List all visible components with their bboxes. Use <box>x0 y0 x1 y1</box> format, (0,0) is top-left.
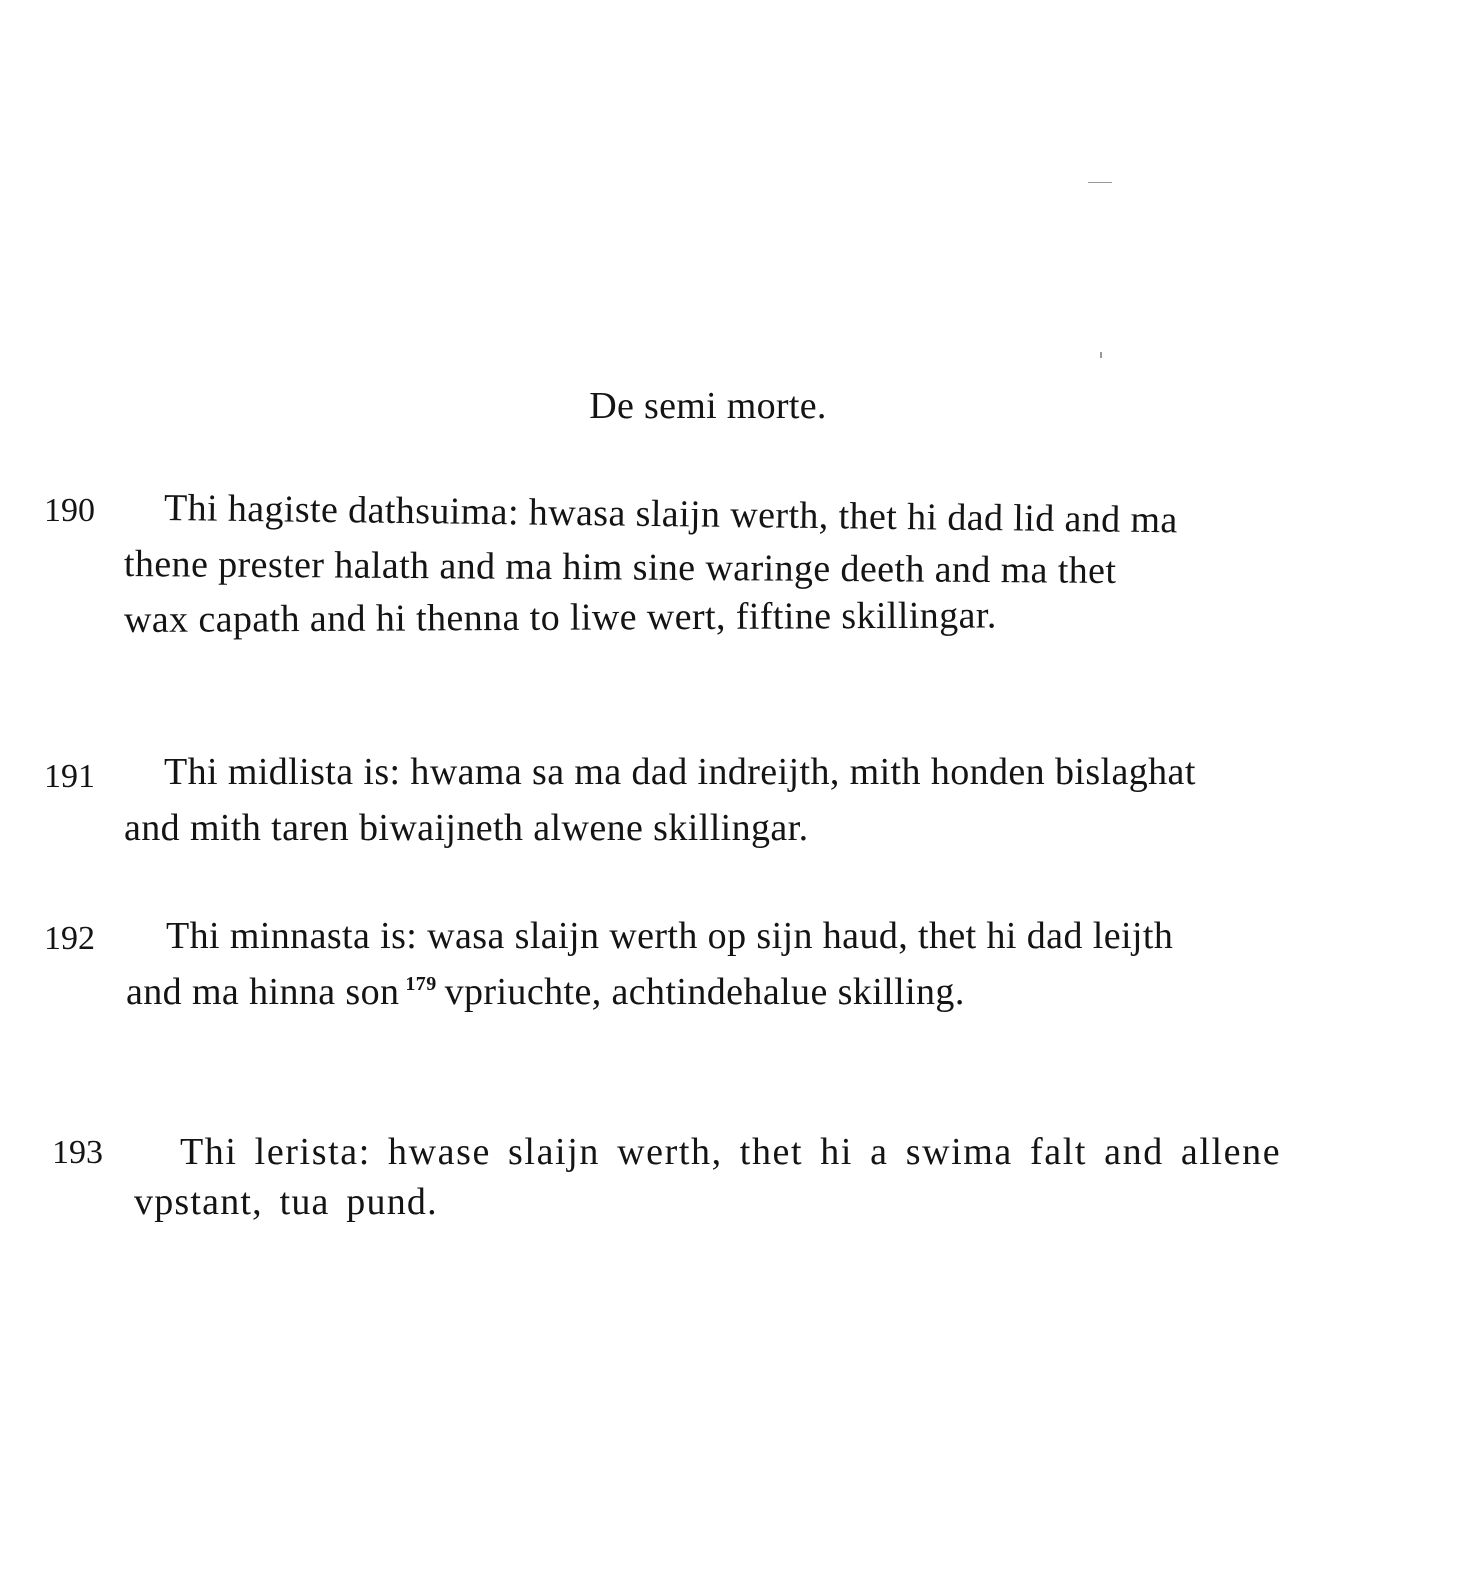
paragraph-line: Thi hagiste dathsuima: hwasa slaijn werth, thet hi dad lid and ma <box>163 487 1178 542</box>
paragraph-number: 191 <box>44 758 95 795</box>
paper-speck <box>1100 352 1102 358</box>
paragraph-line <box>126 970 965 1014</box>
paragraph-line: Thi lerista: hwase slaijn werth, thet hi a swima falt and allene <box>180 1131 1282 1173</box>
section-heading: De semi morte. <box>589 385 827 427</box>
paragraph-line: thene prester halath and ma him sine waringe deeth and ma thet <box>123 543 1117 592</box>
paragraph-line: and mith taren biwaijneth alwene skillingar. <box>124 807 809 849</box>
footnote-marker[interactable]: 179 <box>405 973 437 996</box>
paper-speck <box>1088 182 1112 183</box>
paragraph-line: wax capath and hi thenna to liwe wert, fiftine skillingar. <box>123 594 997 641</box>
paragraph-number: 190 <box>44 492 95 529</box>
paragraph-number: 192 <box>44 920 95 957</box>
paragraph-number: 193 <box>52 1134 103 1171</box>
paragraph-line-text: and ma hinna son <box>126 971 400 1013</box>
paragraph-line: Thi minnasta is: wasa slaijn werth op sijn haud, thet hi dad leijth <box>166 915 1174 957</box>
paragraph-line: vpstant, tua pund. <box>134 1181 438 1223</box>
paragraph-line-text: vpriuchte, achtindehalue skilling. <box>444 971 965 1013</box>
paragraph-line: Thi midlista is: hwama sa ma dad indreijth, mith honden bislaghat <box>164 751 1196 793</box>
